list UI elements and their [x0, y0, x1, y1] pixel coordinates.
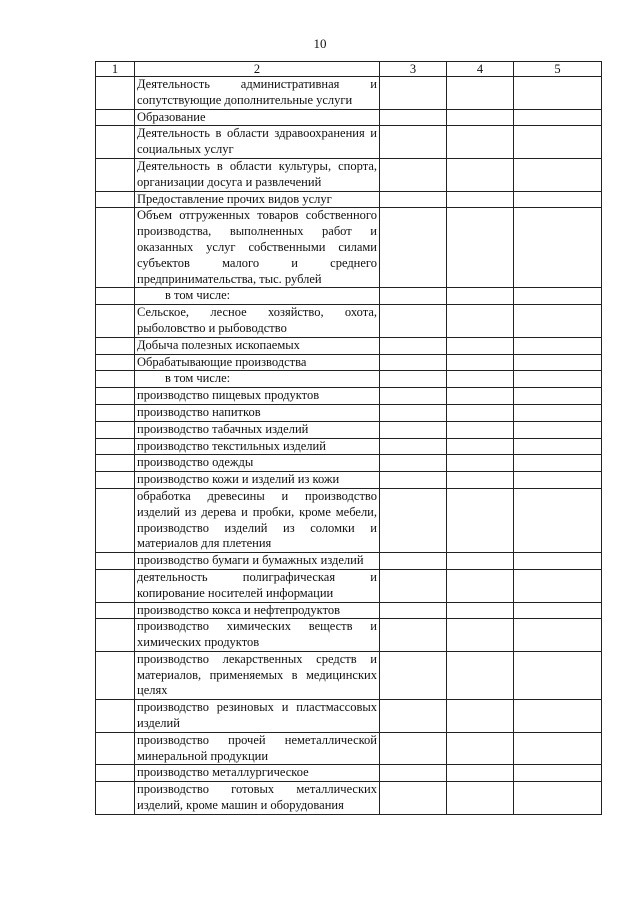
value-cell [447, 569, 514, 602]
value-cell [380, 208, 447, 288]
row-label: Образование [135, 109, 380, 126]
value-cell [447, 288, 514, 305]
value-cell [447, 191, 514, 208]
row-label: Деятельность в области здравоохранения и социальных услуг [135, 126, 380, 159]
row-number-cell [96, 421, 135, 438]
row-label: в том числе: [135, 288, 380, 305]
value-cell [514, 388, 602, 405]
value-cell [380, 354, 447, 371]
row-label: производство бумаги и бумажных изделий [135, 553, 380, 570]
value-cell [514, 765, 602, 782]
value-cell [447, 651, 514, 699]
header-row [96, 62, 602, 77]
column-header-2: 2 [135, 62, 380, 77]
value-cell [514, 732, 602, 765]
value-cell [380, 602, 447, 619]
row-number-cell [96, 619, 135, 652]
value-cell [514, 77, 602, 110]
table-row [96, 602, 602, 619]
row-label: производство прочей неметаллической минеральной продукции [135, 732, 380, 765]
value-cell [514, 438, 602, 455]
table-row [96, 354, 602, 371]
value-cell [380, 732, 447, 765]
value-cell [447, 404, 514, 421]
value-cell [380, 472, 447, 489]
value-cell [514, 158, 602, 191]
table-row [96, 782, 602, 815]
value-cell [380, 404, 447, 421]
column-header-4: 4 [447, 62, 514, 77]
value-cell [447, 700, 514, 733]
row-number-cell [96, 438, 135, 455]
value-cell [447, 602, 514, 619]
value-cell [447, 371, 514, 388]
value-cell [380, 126, 447, 159]
table-row [96, 472, 602, 489]
row-number-cell [96, 288, 135, 305]
value-cell [380, 191, 447, 208]
value-cell [514, 126, 602, 159]
row-label: производство металлургическое [135, 765, 380, 782]
value-cell [380, 488, 447, 552]
column-header-5: 5 [514, 62, 602, 77]
row-label: производство кокса и нефтепродуктов [135, 602, 380, 619]
row-number-cell [96, 782, 135, 815]
value-cell [514, 569, 602, 602]
table-row [96, 619, 602, 652]
value-cell [447, 455, 514, 472]
value-cell [380, 619, 447, 652]
column-header-1: 1 [96, 62, 135, 77]
row-label: Деятельность в области культуры, спорта, организации досуга и развлечений [135, 158, 380, 191]
table-row [96, 305, 602, 338]
value-cell [380, 388, 447, 405]
value-cell [514, 191, 602, 208]
row-number-cell [96, 765, 135, 782]
table-row [96, 158, 602, 191]
value-cell [380, 651, 447, 699]
value-cell [447, 126, 514, 159]
table-body [96, 77, 602, 815]
row-label: Добыча полезных ископаемых [135, 337, 380, 354]
table-row [96, 371, 602, 388]
row-label: производство напитков [135, 404, 380, 421]
value-cell [380, 765, 447, 782]
row-number-cell [96, 602, 135, 619]
value-cell [380, 337, 447, 354]
value-cell [514, 371, 602, 388]
row-label: обработка древесины и производство изделий из дерева и пробки, кроме мебели, производство изделий из соломки и материалов для плетения [135, 488, 380, 552]
row-label: Объем отгруженных товаров собственного производства, выполненных работ и оказанных услуг собственными силами субъектов малого и среднего предпринимательства, тыс. рублей [135, 208, 380, 288]
value-cell [380, 288, 447, 305]
value-cell [380, 305, 447, 338]
table-row [96, 404, 602, 421]
value-cell [514, 208, 602, 288]
value-cell [514, 404, 602, 421]
column-header-3: 3 [380, 62, 447, 77]
value-cell [447, 388, 514, 405]
value-cell [380, 421, 447, 438]
value-cell [447, 337, 514, 354]
value-cell [514, 602, 602, 619]
value-cell [447, 765, 514, 782]
table-row [96, 455, 602, 472]
value-cell [447, 109, 514, 126]
row-number-cell [96, 158, 135, 191]
row-number-cell [96, 455, 135, 472]
row-label: производство готовых металлических изделий, кроме машин и оборудования [135, 782, 380, 815]
table-row [96, 651, 602, 699]
value-cell [447, 438, 514, 455]
table-row [96, 109, 602, 126]
table-row [96, 765, 602, 782]
value-cell [514, 421, 602, 438]
table-row [96, 77, 602, 110]
value-cell [380, 700, 447, 733]
row-number-cell [96, 354, 135, 371]
row-number-cell [96, 305, 135, 338]
row-label: Сельское, лесное хозяйство, охота, рыболовство и рыбоводство [135, 305, 380, 338]
value-cell [514, 354, 602, 371]
row-label: производство лекарственных средств и материалов, применяемых в медицинских целях [135, 651, 380, 699]
value-cell [447, 619, 514, 652]
row-label: производство текстильных изделий [135, 438, 380, 455]
value-cell [514, 782, 602, 815]
value-cell [380, 553, 447, 570]
value-cell [447, 305, 514, 338]
value-cell [447, 77, 514, 110]
row-number-cell [96, 404, 135, 421]
table-row [96, 421, 602, 438]
value-cell [514, 651, 602, 699]
table-row [96, 126, 602, 159]
value-cell [380, 569, 447, 602]
row-number-cell [96, 337, 135, 354]
table-row [96, 700, 602, 733]
value-cell [447, 472, 514, 489]
value-cell [380, 77, 447, 110]
table-row [96, 488, 602, 552]
row-number-cell [96, 651, 135, 699]
value-cell [447, 354, 514, 371]
value-cell [380, 371, 447, 388]
value-cell [514, 619, 602, 652]
row-label: производство химических веществ и химических продуктов [135, 619, 380, 652]
table-row [96, 191, 602, 208]
row-number-cell [96, 569, 135, 602]
row-number-cell [96, 388, 135, 405]
value-cell [514, 700, 602, 733]
row-label: Предоставление прочих видов услуг [135, 191, 380, 208]
table-row [96, 553, 602, 570]
row-label: деятельность полиграфическая и копирование носителей информации [135, 569, 380, 602]
value-cell [380, 109, 447, 126]
row-label: Обрабатывающие производства [135, 354, 380, 371]
value-cell [447, 732, 514, 765]
value-cell [380, 455, 447, 472]
value-cell [514, 455, 602, 472]
value-cell [514, 305, 602, 338]
value-cell [514, 337, 602, 354]
row-number-cell [96, 109, 135, 126]
value-cell [514, 472, 602, 489]
row-label: Деятельность административная и сопутствующие дополнительные услуги [135, 77, 380, 110]
value-cell [447, 421, 514, 438]
value-cell [447, 208, 514, 288]
page-number: 10 [313, 36, 327, 51]
value-cell [380, 782, 447, 815]
value-cell [514, 488, 602, 552]
row-number-cell [96, 472, 135, 489]
value-cell [514, 553, 602, 570]
row-label: производство кожи и изделий из кожи [135, 472, 380, 489]
row-number-cell [96, 488, 135, 552]
row-label: производство пищевых продуктов [135, 388, 380, 405]
value-cell [514, 109, 602, 126]
table-row [96, 337, 602, 354]
table-row [96, 288, 602, 305]
row-number-cell [96, 208, 135, 288]
value-cell [380, 438, 447, 455]
value-cell [447, 782, 514, 815]
row-label: в том числе: [135, 371, 380, 388]
row-number-cell [96, 553, 135, 570]
table-row [96, 388, 602, 405]
table-row [96, 438, 602, 455]
row-number-cell [96, 700, 135, 733]
table-row [96, 208, 602, 288]
row-number-cell [96, 77, 135, 110]
value-cell [447, 553, 514, 570]
value-cell [447, 488, 514, 552]
row-label: производство табачных изделий [135, 421, 380, 438]
value-cell [447, 158, 514, 191]
table-row [96, 569, 602, 602]
table-row [96, 732, 602, 765]
row-number-cell [96, 371, 135, 388]
row-number-cell [96, 191, 135, 208]
value-cell [514, 288, 602, 305]
data-table [95, 61, 602, 815]
row-number-cell [96, 732, 135, 765]
row-label: производство одежды [135, 455, 380, 472]
value-cell [380, 158, 447, 191]
row-number-cell [96, 126, 135, 159]
row-label: производство резиновых и пластмассовых изделий [135, 700, 380, 733]
